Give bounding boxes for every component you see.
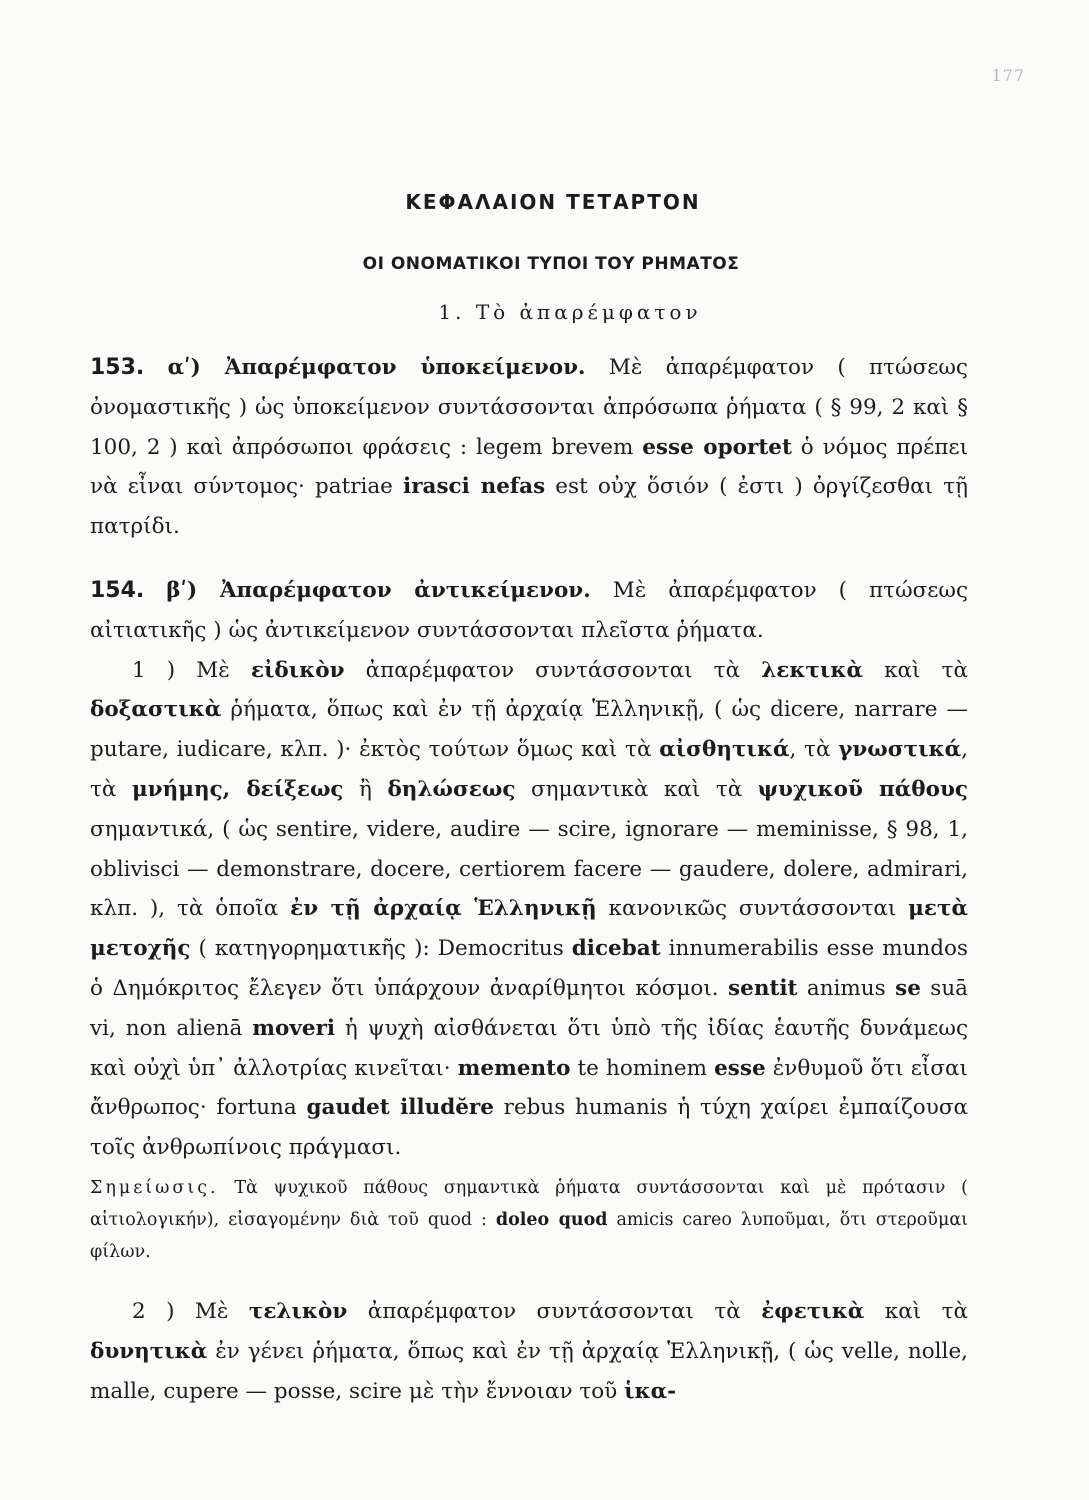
- text: , τὰ: [90, 737, 968, 802]
- text: , τὰ: [789, 737, 839, 763]
- text: κανονικῶς συντάσσονται: [596, 896, 909, 922]
- text: Τὰ ψυχικοῦ πάθους σημαντικὰ ῥήματα συντάσσονται καὶ μὲ πρότασιν ( αἰτιολογικήν), εἰσαγομένην διὰ τοῦ quod :: [90, 1177, 968, 1230]
- text: ὁ νόμος πρέπει νὰ εἶναι σύντομος· patriae: [90, 434, 969, 500]
- page-number: 177: [991, 66, 1025, 85]
- note: [90, 1172, 968, 1268]
- bold-term: δυνητικὰ: [90, 1338, 208, 1364]
- bold-term: ἐν τῇ ἀρχαίᾳ Ἑλληνικῇ: [290, 896, 597, 922]
- bold-term: irasci nefas: [403, 474, 546, 500]
- text: Μὲ ἀπαρέμφατον ( πτώσεως αἰτιατικῆς ) ὡς ἀντικείμενον συντάσσονται πλεῖστα ῥήματα.: [90, 577, 968, 643]
- subparagraph-2: [90, 1292, 968, 1411]
- text: ἐν γένει ῥήματα, ὅπως καὶ ἐν τῇ ἀρχαίᾳ Ἑλληνικῇ, ( ὡς velle, nolle, malle, cupere — posse, scire μὲ τὴν ἔννοιαν τοῦ: [90, 1338, 968, 1404]
- text: ἡ ψυχὴ αἰσθάνεται ὅτι ὑπὸ τῆς ἰδίας ἑαυτῆς δυνάμεως καὶ οὐχὶ ὑπ᾽ ἀλλοτρίας κινεῖται·: [90, 1015, 968, 1081]
- paragraph-title: αʹ) Ἀπαρέμφατον ὑποκείμενον.: [167, 355, 586, 380]
- text: suā vi, non alienā: [90, 975, 968, 1041]
- bold-term: doleo quod: [495, 1209, 608, 1230]
- bold-term: εἰδικὸν: [250, 657, 345, 683]
- bold-term: sentit: [728, 975, 798, 1001]
- text: rebus humanis ἡ τύχη χαίρει ἐμπαίζουσα τοῖς ἀνθρωπίνοις πράγμασι.: [90, 1095, 969, 1161]
- paragraph-153: [90, 348, 968, 547]
- text: 2 ) Μὲ: [132, 1298, 249, 1324]
- bold-term: μνήμης, δείξεως: [131, 776, 344, 802]
- bold-term: δηλώσεως: [387, 776, 516, 802]
- bold-term: γνωστικά: [838, 737, 962, 763]
- text: Μὲ ἀπαρέμφατον ( πτώσεως ὀνομαστικῆς ) ὡς ὑποκείμενον συντάσσονται ἀπρόσωπα ῥήματα ( § 99, 2 καὶ § 100, 2 ) καὶ ἀπρόσωποι φράσεις : legem brevem: [90, 355, 968, 460]
- text: ῥήματα, ὅπως καὶ ἐν τῇ ἀρχαίᾳ Ἑλληνικῇ, ( ὡς dicere, narrare — putare, iudicare, κλπ. )· ἐκτὸς τούτων ὅμως καὶ τὰ: [90, 697, 968, 763]
- bold-term: moveri: [252, 1015, 335, 1041]
- paragraph-154: [90, 571, 968, 651]
- bold-term: τελικὸν: [248, 1298, 348, 1324]
- bold-term: dicebat: [571, 936, 661, 962]
- bold-term: esse: [714, 1055, 766, 1081]
- section-heading: ΟΙ ΟΝΟΜΑΤΙΚΟΙ ΤΥΠΟΙ ΤΟΥ ΡΗΜΑΤΟΣ: [362, 254, 740, 274]
- bold-term: δοξαστικὰ: [90, 697, 222, 723]
- paragraph-number: 154.: [90, 577, 145, 603]
- paragraph-number: 153.: [90, 355, 145, 380]
- bold-term: ἐφετικὰ: [761, 1298, 865, 1324]
- paragraph-title: βʹ) Ἀπαρέμφατον ἀντικείμενον.: [166, 577, 591, 603]
- text: ἢ: [343, 776, 388, 802]
- text: 1 ) Μὲ: [132, 657, 251, 683]
- bold-term: esse oportet: [642, 434, 792, 460]
- bold-term: ψυχικοῦ πάθους: [757, 776, 968, 802]
- text: καὶ τὰ: [863, 657, 969, 683]
- text: ἀπαρέμφατον συντάσσονται τὰ: [347, 1298, 762, 1324]
- text: σημαντικά, ( ὡς sentire, videre, audire — scire, ignorare — meminisse, § 98, 1, oblivisci — demonstrare, docere, certiorem facere — gaudere, dolere, admirari, κλπ. ), τὰ ὁποῖα: [90, 816, 968, 922]
- bold-term: memento: [457, 1055, 571, 1081]
- text: ἐνθυμοῦ ὅτι εἶσαι ἄνθρωπος· fortuna: [90, 1055, 968, 1121]
- text: innumerabilis esse mundos ὁ Δημόκριτος ἔλεγεν ὅτι ὑπάρχουν ἀναρίθμητοι κόσμοι.: [90, 936, 969, 1001]
- bold-term: ἱκα-: [624, 1378, 677, 1404]
- bold-term: se: [895, 975, 921, 1001]
- text: ( κατηγορηματικῆς ): Democritus: [190, 936, 572, 962]
- text: est οὐχ ὅσιόν ( ἐστι ) ὀργίζεσθαι τῇ πατρίδι.: [90, 474, 968, 540]
- section-subtitle: 1. Τὸ ἀπαρέμφατον: [438, 300, 702, 324]
- bold-term: gaudet illudĕre: [306, 1095, 494, 1121]
- text: te hominem: [570, 1055, 715, 1081]
- text: animus: [797, 975, 896, 1001]
- text: amicis careo λυποῦμαι, ὅτι στεροῦμαι φίλων.: [90, 1209, 968, 1262]
- text: σημαντικὰ καὶ τὰ: [515, 776, 758, 802]
- page-body: [90, 190, 968, 1411]
- bold-term: λεκτικὰ: [761, 657, 863, 683]
- text: καὶ τὰ: [864, 1298, 969, 1324]
- text: ἀπαρέμφατον συντάσσονται τὰ: [344, 657, 762, 683]
- chapter-title: ΚΕΦΑΛΑΙΟΝ ΤΕΤΑΡΤΟΝ: [405, 190, 701, 214]
- bold-term: μετὰ μετοχῆς: [90, 896, 968, 962]
- note-label: Σημείωσις.: [90, 1177, 219, 1198]
- bold-term: αἰσθητικά: [659, 737, 790, 763]
- subparagraph-1: [90, 651, 968, 1168]
